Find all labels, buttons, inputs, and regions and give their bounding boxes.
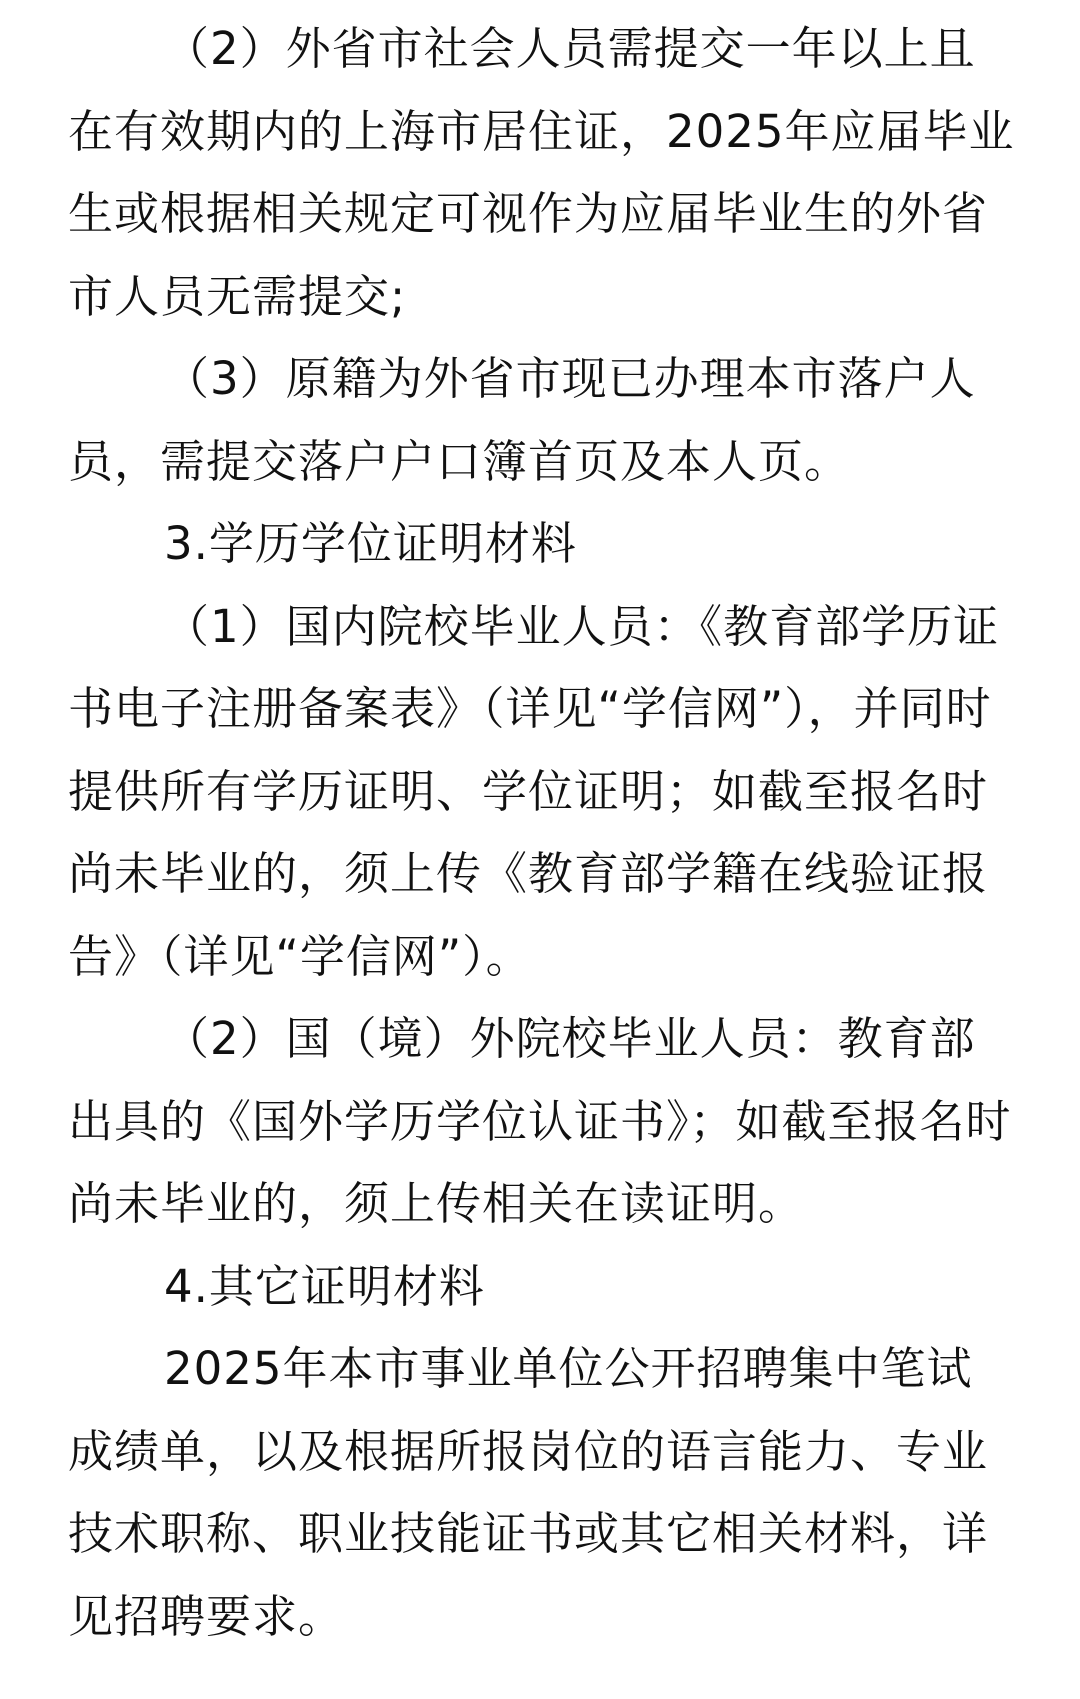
paragraph-household-register: （3）原籍为外省市现已办理本市落户人员，需提交落户户口簿首页及本人页。 bbox=[68, 352, 976, 488]
section-heading-education: 3.学历学位证明材料 bbox=[164, 517, 577, 570]
paragraph-domestic-graduates: （1）国内院校毕业人员：《教育部学历证书电子注册备案表》（详见“学信网”），并同时提供所有学历证明、学位证明；如截至报名时尚未毕业的，须上传《教育部学籍在线验证报告》（详见“学信网”）。 bbox=[68, 599, 1000, 983]
paragraph-other-materials: 2025年本市事业单位公开招聘集中笔试成绩单，以及根据所报岗位的语言能力、专业技术职称、职业技能证书或其它相关材料，详见招聘要求。 bbox=[68, 1342, 989, 1643]
paragraph-overseas-graduates: （2）国（境）外院校毕业人员：教育部出具的《国外学历学位认证书》；如截至报名时尚未毕业的，须上传相关在读证明。 bbox=[68, 1012, 1012, 1230]
section-heading-other-materials: 4.其它证明材料 bbox=[164, 1259, 485, 1313]
paragraph-residence-permit: （2）外省市社会人员需提交一年以上且在有效期内的上海市居住证，2025年应届毕业生或根据相关规定可视作为应届毕业生的外省市人员无需提交; bbox=[68, 22, 1015, 323]
